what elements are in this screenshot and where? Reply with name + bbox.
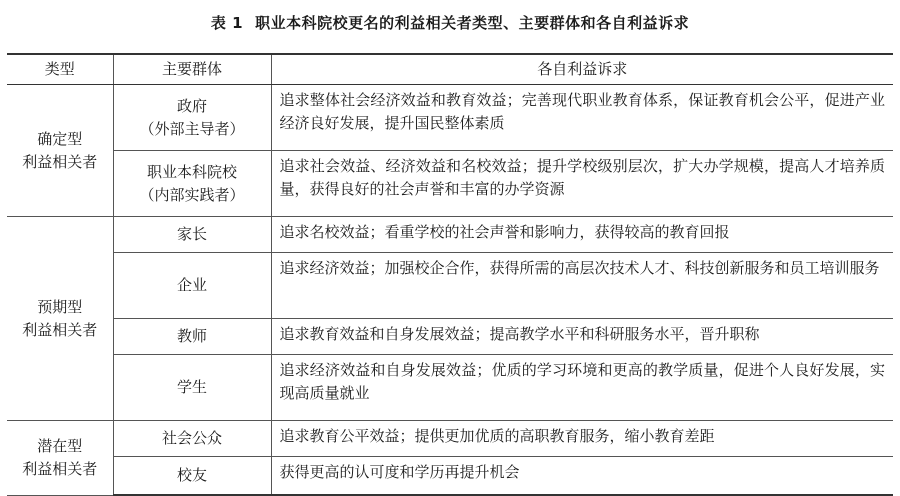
group-cell: 学生 [113, 355, 271, 421]
type-label: 利益相关者 [22, 320, 98, 339]
group-cell: 教师 [113, 319, 271, 355]
claim-cell: 追求社会效益、经济效益和名校效益；提升学校级别层次，扩大办学规模，提高人才培养质量，获得良好的社会声誉和丰富的办学资源 [271, 151, 893, 217]
type-label: 利益相关者 [22, 152, 98, 171]
claim-cell: 追求名校效益；看重学校的社会声誉和影响力，获得较高的教育回报 [271, 217, 893, 253]
group-cell: 家长 [113, 217, 271, 253]
table-row [7, 151, 893, 217]
group-cell [113, 85, 271, 151]
group-name: 政府 [176, 96, 207, 115]
header-type: 类型 [7, 54, 113, 85]
table-number: 表 1 [210, 14, 244, 32]
claim-cell: 追求整体社会经济效益和教育效益；完善现代职业教育体系，保证教育机会公平，促进产业经济良好发展，提升国民整体素质 [271, 85, 893, 151]
group-cell: 社会公众 [113, 421, 271, 457]
table-row [7, 319, 893, 355]
claim-cell: 追求教育效益和自身发展效益；提高教学水平和科研服务水平，晋升职称 [271, 319, 893, 355]
claim-cell: 获得更高的认可度和学历再提升机会 [271, 457, 893, 496]
type-label: 确定型 [37, 129, 83, 148]
group-cell [113, 151, 271, 217]
type-label: 预期型 [37, 297, 83, 316]
table-row [7, 253, 893, 319]
header-row [7, 54, 893, 85]
group-cell: 校友 [113, 457, 271, 496]
group-cell: 企业 [113, 253, 271, 319]
group-name: 职业本科院校 [146, 162, 237, 181]
table-row [7, 217, 893, 253]
type-cell-latent [7, 421, 113, 496]
table-row [7, 421, 893, 457]
claim-cell: 追求教育公平效益；提供更加优质的高职教育服务，缩小教育差距 [271, 421, 893, 457]
claim-cell: 追求经济效益；加强校企合作，获得所需的高层次技术人才、科技创新服务和员工培训服务 [271, 253, 893, 319]
type-cell-expected [7, 217, 113, 421]
type-label: 潜在型 [37, 436, 83, 455]
group-role: （内部实践者） [139, 185, 245, 204]
table-caption [0, 12, 900, 33]
claim-cell: 追求经济效益和自身发展效益；优质的学习环境和更高的教学质量，促进个人良好发展，实现高质量就业 [271, 355, 893, 421]
header-claim: 各自利益诉求 [271, 54, 893, 85]
group-role: （外部主导者） [139, 119, 245, 138]
table-row [7, 85, 893, 151]
table-title: 职业本科院校更名的利益相关者类型、主要群体和各自利益诉求 [255, 14, 690, 32]
stakeholder-table [7, 53, 893, 496]
table-row [7, 457, 893, 496]
type-label: 利益相关者 [22, 459, 98, 478]
table-row [7, 355, 893, 421]
header-group: 主要群体 [113, 54, 271, 85]
type-cell-definitive [7, 85, 113, 217]
